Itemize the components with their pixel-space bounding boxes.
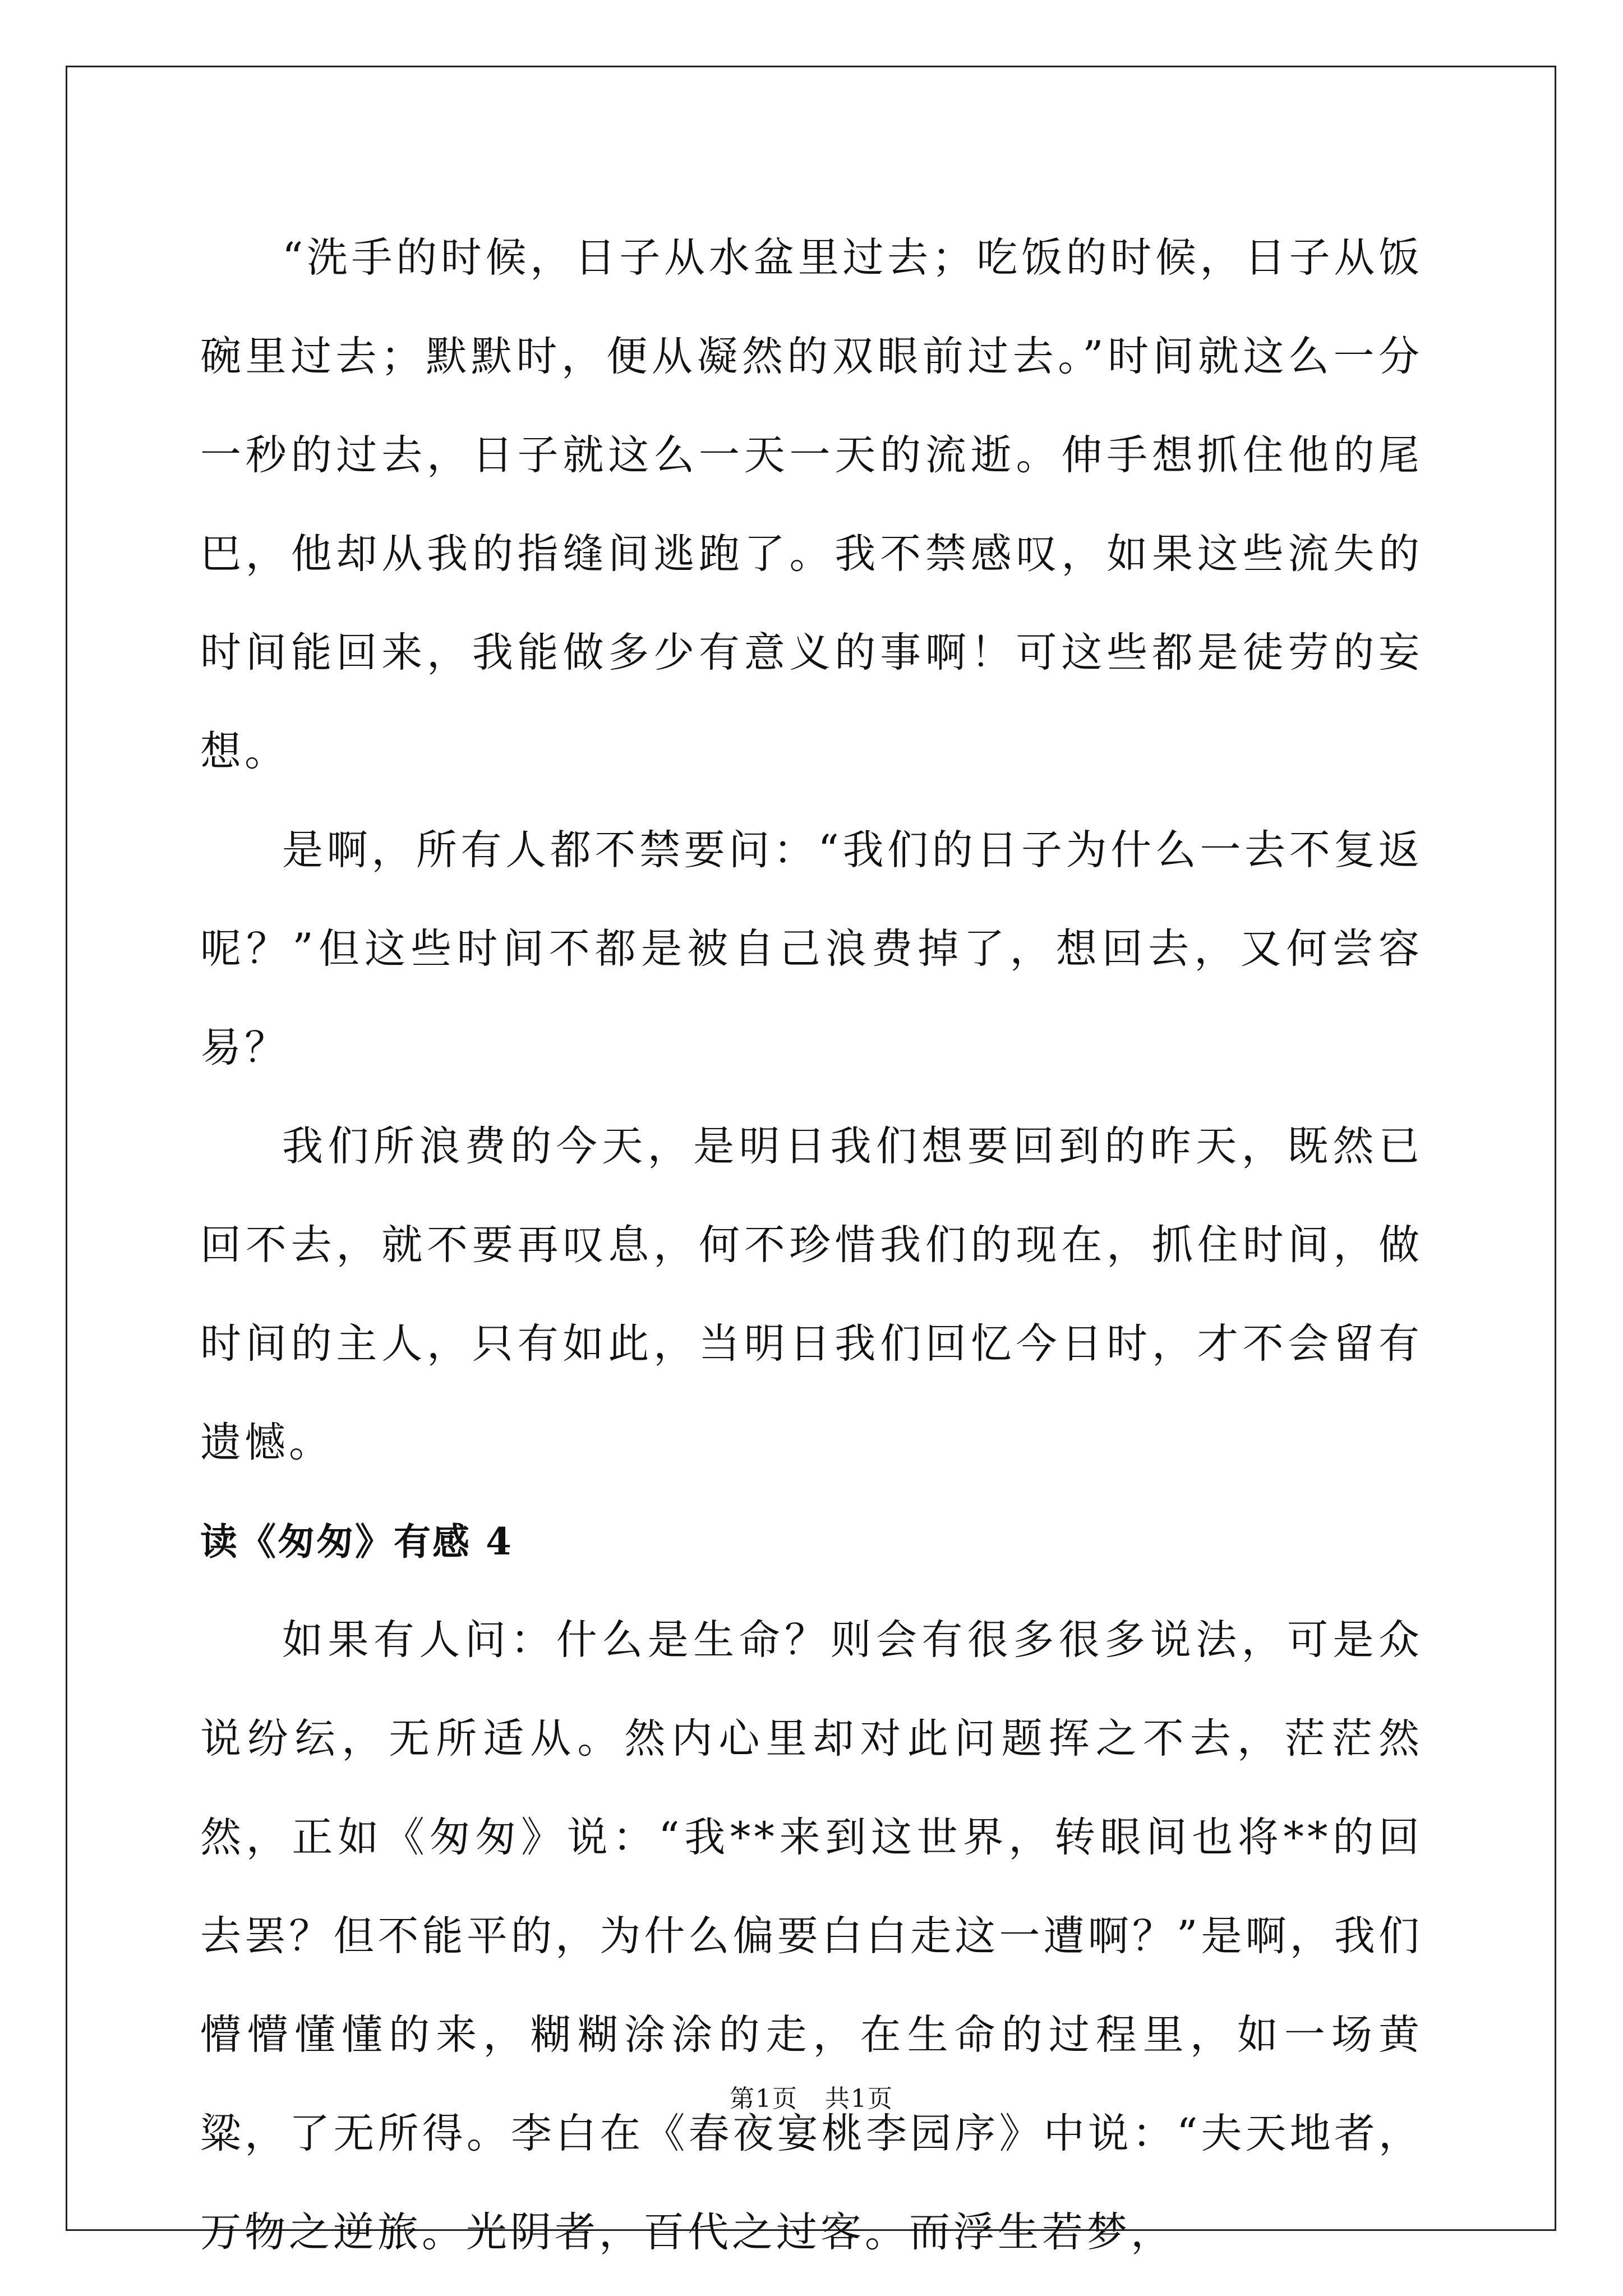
paragraph-4: 如果有人问：什么是生命？则会有很多很多说法，可是众说纷纭，无所适从。然内心里却对此问题挥之不去，茫茫然然，正如《匆匆》说：“我**来到这世界，转眼间也将**的回去罢？但不能平的，为什么偏要白白走这一遭啊？”是啊，我们懵懵懂懂的来，糊糊涂涂的走，在生命的过程里，如一场黄粱，了无所得。李白在《春夜宴桃李园序》中说：“夫天地者，万物之逆旅。光阴者，百代之过客。而浮生若梦， <box>200 1616 1423 2256</box>
document-body <box>200 209 1423 2282</box>
paragraph-3: 我们所浪费的今天，是明日我们想要回到的昨天，既然已回不去，就不要再叹息，何不珍惜我们的现在，抓住时间，做时间的主人，只有如此，当明日我们回忆今日时，才不会留有遗憾。 <box>200 1122 1423 1466</box>
paragraph-2: 是啊，所有人都不禁要问：“我们的日子为什么一去不复返呢？”但这些时间不都是被自己浪费掉了，想回去，又何尝容易？ <box>200 826 1423 1071</box>
paragraph-1: “洗手的时候，日子从水盆里过去；吃饭的时候，日子从饭碗里过去；默默时，便从凝然的双眼前过去。”时间就这么一分一秒的过去，日子就这么一天一天的流逝。伸手想抓住他的尾巴，他却从我的指缝间逃跑了。我不禁感叹，如果这些流失的时间能回来，我能做多少有意义的事啊！可这些都是徒劳的妄想。 <box>200 234 1423 775</box>
section-heading: 读《匆匆》有感 4 <box>200 1520 513 1563</box>
page-footer: 第1页 共1页 <box>730 2085 893 2113</box>
